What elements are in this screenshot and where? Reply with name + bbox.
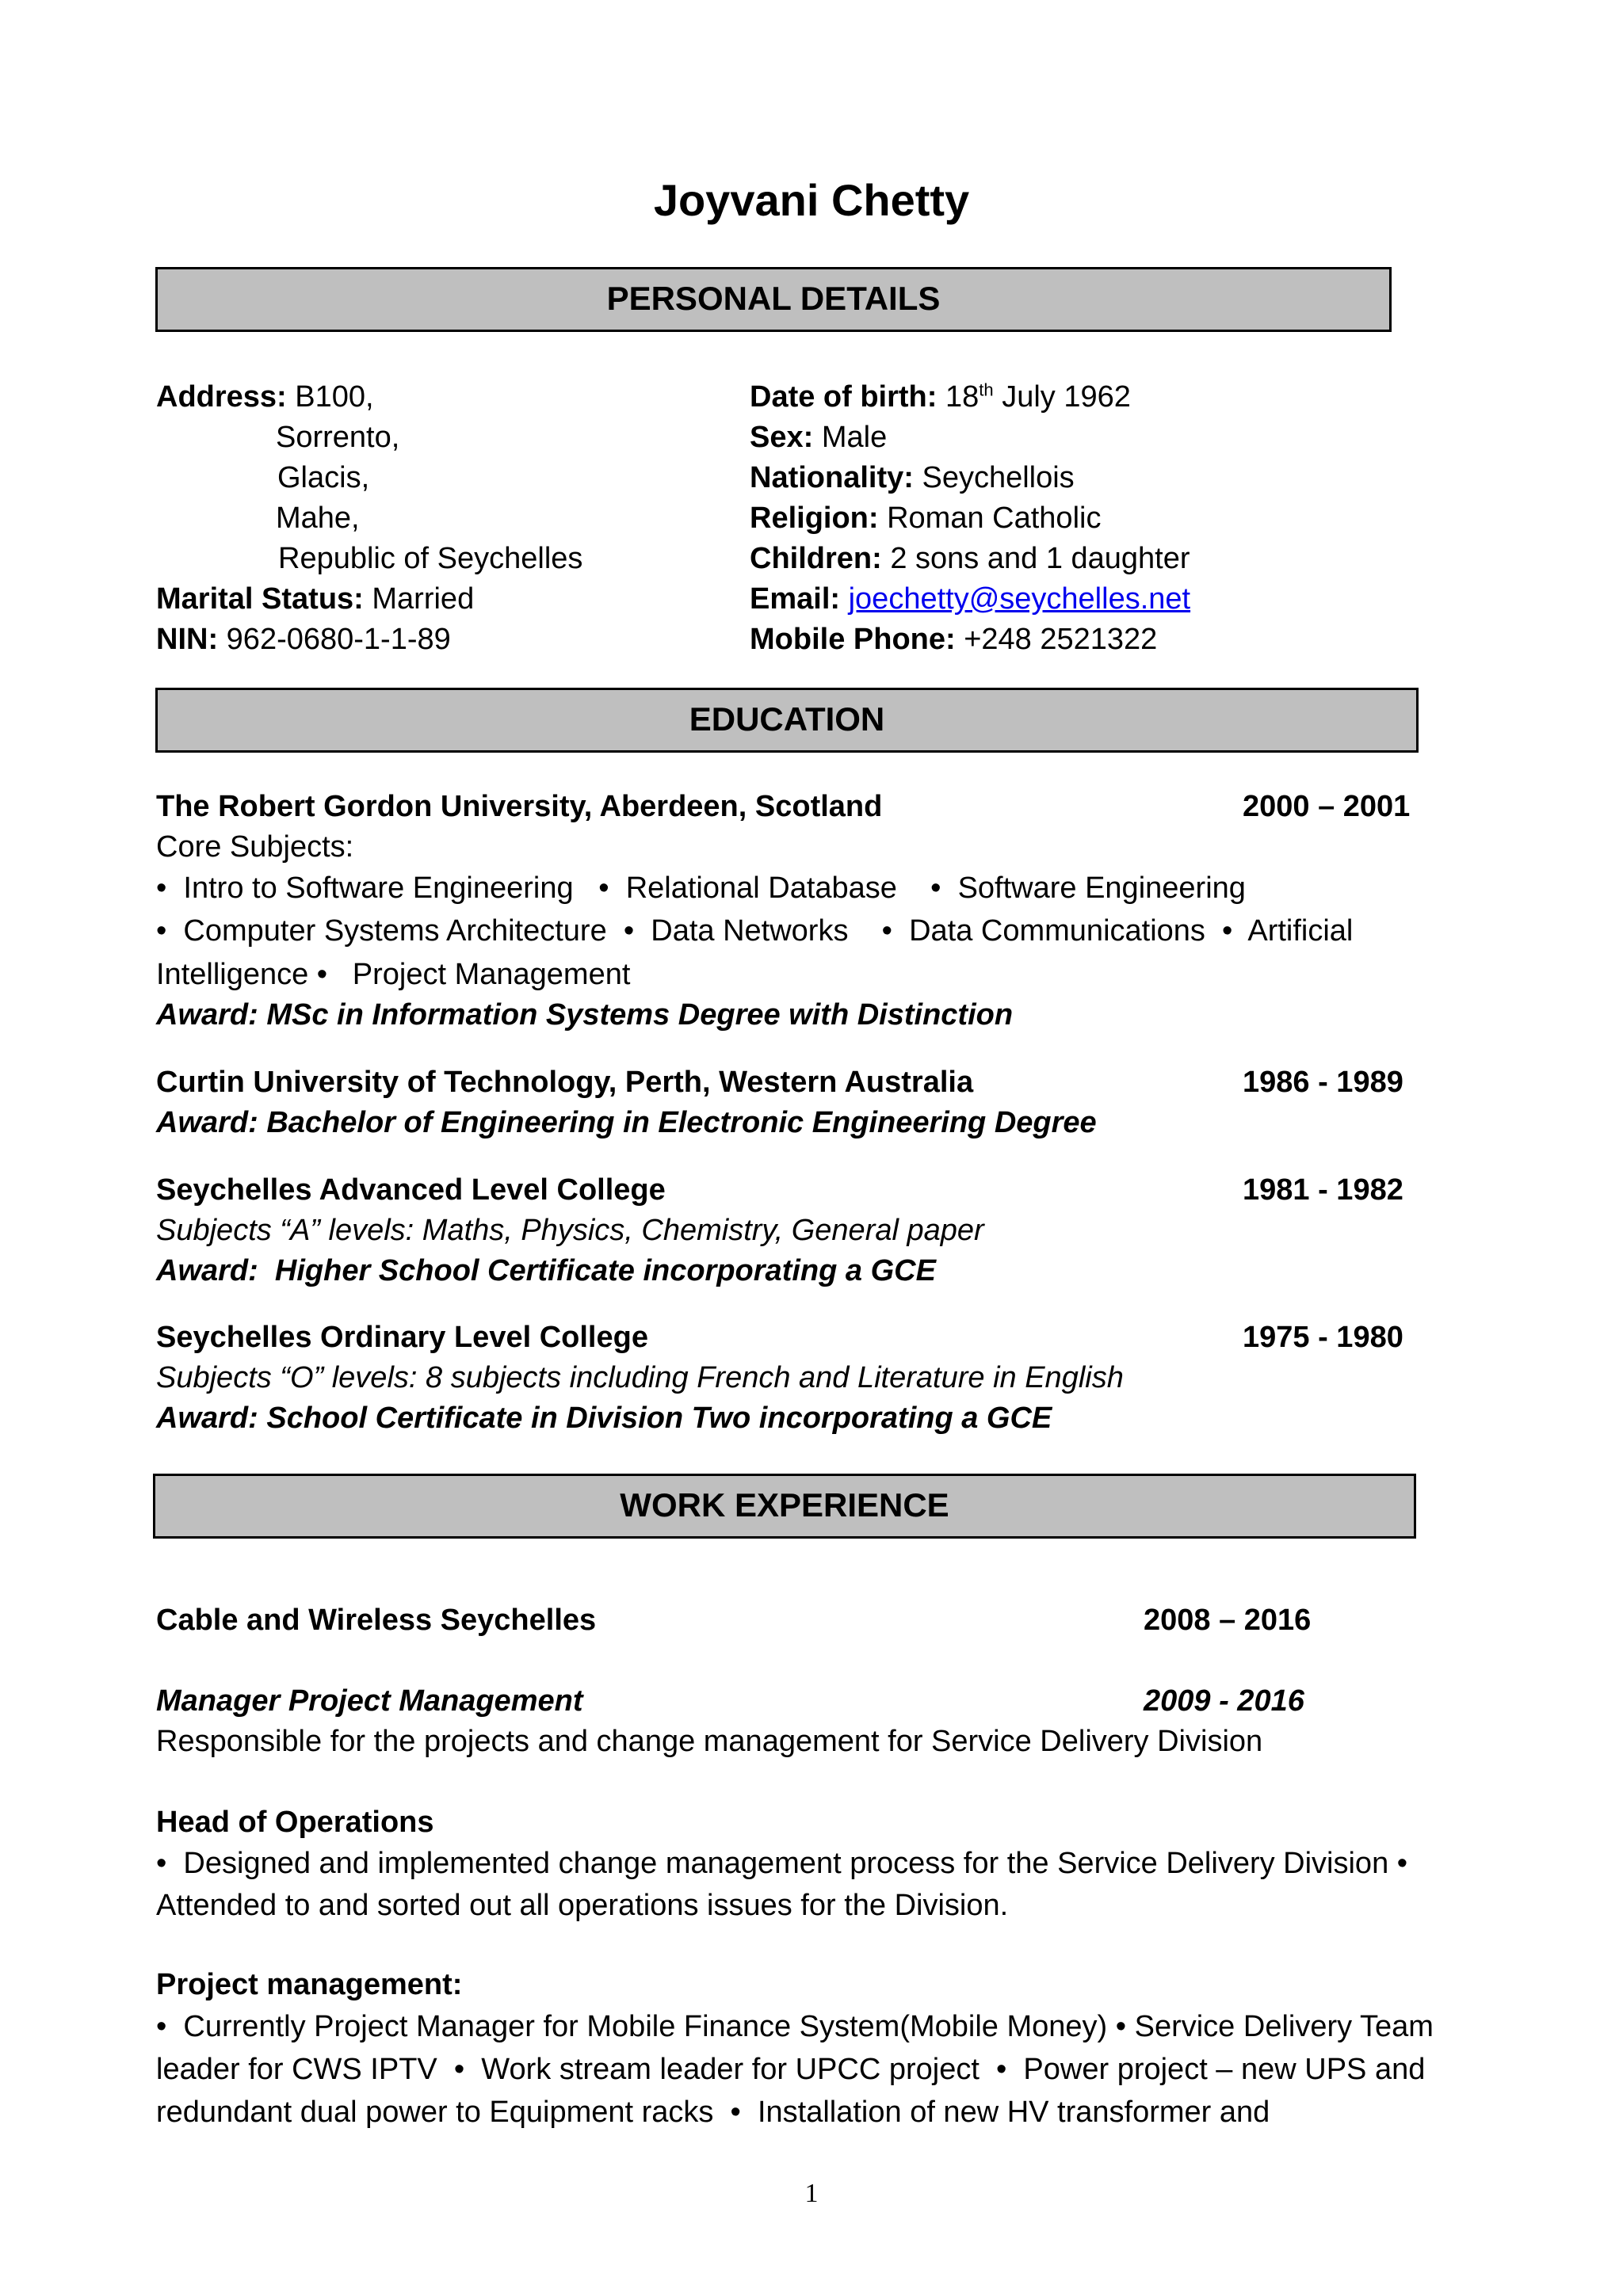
address-line-3: Glacis, — [277, 461, 370, 494]
mobile-phone — [750, 623, 1157, 657]
edu-3-institution: Seychelles Advanced Level College — [156, 1173, 666, 1207]
edu-4-institution: Seychelles Ordinary Level College — [156, 1321, 648, 1354]
edu-4-years: 1975 - 1980 — [1243, 1321, 1403, 1354]
nin-value: 962-0680-1-1-89 — [226, 623, 451, 656]
work-pm-line-1: • Currently Project Manager for Mobile Finance System(Mobile Money) • Service Delivery Team — [156, 2010, 1434, 2043]
edu-2-years: 1986 - 1989 — [1243, 1066, 1403, 1099]
address-line-5: Republic of Seychelles — [278, 542, 583, 575]
work-employer: Cable and Wireless Seychelles — [156, 1604, 597, 1637]
work-role-years: 2009 - 2016 — [1144, 1684, 1304, 1718]
edu-1-subjects-line-2: • Computer Systems Architecture • Data Networks • Data Communications • Artificial — [156, 914, 1354, 948]
address-line-4: Mahe, — [276, 502, 360, 535]
address-label: Address: — [156, 380, 287, 414]
dob-suffix: th — [979, 379, 994, 400]
address-line-1 — [156, 380, 374, 414]
children-label: Children: — [750, 542, 882, 575]
children — [750, 542, 1190, 576]
nationality-label: Nationality: — [750, 461, 914, 494]
email — [750, 582, 1190, 616]
nin-label: NIN: — [156, 623, 219, 656]
work-role-description: Responsible for the projects and change management for Service Delivery Division — [156, 1725, 1263, 1758]
dob-rest: July 1962 — [1002, 380, 1131, 414]
edu-2-award: Award: Bachelor of Engineering in Electronic Engineering Degree — [156, 1106, 1097, 1139]
edu-4-award: Award: School Certificate in Division Two incorporating a GCE — [156, 1402, 1052, 1435]
work-ops-line-2: Attended to and sorted out all operations issues for the Division. — [156, 1889, 1009, 1922]
page-number: 1 — [804, 2179, 819, 2208]
marital-status — [156, 582, 474, 616]
email-label: Email: — [750, 582, 841, 616]
candidate-name: Joyvani Chetty — [653, 175, 970, 225]
section-header-education: EDUCATION — [155, 688, 1419, 753]
section-header-work-experience: WORK EXPERIENCE — [153, 1474, 1416, 1539]
address-line-2: Sorrento, — [276, 421, 400, 454]
nin — [156, 623, 451, 657]
work-ops-line-1: • Designed and implemented change management process for the Service Delivery Division • — [156, 1847, 1408, 1880]
dob-label: Date of birth: — [750, 380, 938, 414]
nationality-value: Seychellois — [922, 461, 1075, 494]
edu-3-years: 1981 - 1982 — [1243, 1173, 1403, 1207]
work-pm-title: Project management: — [156, 1968, 463, 2001]
religion-value: Roman Catholic — [887, 502, 1102, 535]
work-role-title: Manager Project Management — [156, 1684, 583, 1718]
edu-3-subjects: Subjects “A” levels: Maths, Physics, Chemistry, General paper — [156, 1214, 984, 1247]
edu-1-award: Award: MSc in Information Systems Degree with Distinction — [156, 998, 1014, 1032]
email-link[interactable]: joechetty@seychelles.net — [848, 582, 1191, 616]
marital-status-label: Marital Status: — [156, 582, 364, 616]
edu-1-subjects-line-1: • Intro to Software Engineering • Relational Database • Software Engineering — [156, 871, 1246, 905]
work-pm-line-2: leader for CWS IPTV • Work stream leader for UPCC project • Power project – new UPS and — [156, 2053, 1426, 2086]
children-value: 2 sons and 1 daughter — [890, 542, 1190, 575]
edu-1-subjects-line-3: Intelligence • Project Management — [156, 958, 631, 991]
edu-1-years: 2000 – 2001 — [1243, 790, 1411, 823]
mobile-value: +248 2521322 — [964, 623, 1158, 656]
edu-1-core-label: Core Subjects: — [156, 830, 354, 864]
edu-1-institution: The Robert Gordon University, Aberdeen, Scotland — [156, 790, 883, 823]
edu-4-subjects: Subjects “O” levels: 8 subjects including French and Literature in English — [156, 1361, 1124, 1394]
work-pm-line-3: redundant dual power to Equipment racks • Installation of new HV transformer and — [156, 2096, 1270, 2129]
edu-2-institution: Curtin University of Technology, Perth, Western Australia — [156, 1066, 974, 1099]
sex-value: Male — [821, 421, 888, 454]
dob-day: 18 — [945, 380, 980, 414]
edu-3-award: Award: Higher School Certificate incorporating a GCE — [156, 1254, 936, 1287]
sex — [750, 421, 887, 455]
marital-status-value: Married — [372, 582, 475, 616]
religion — [750, 502, 1101, 536]
section-header-personal-details: PERSONAL DETAILS — [155, 267, 1392, 332]
address-value-1: B100, — [295, 380, 374, 414]
mobile-label: Mobile Phone: — [750, 623, 956, 656]
religion-label: Religion: — [750, 502, 879, 535]
work-ops-title: Head of Operations — [156, 1806, 434, 1839]
sex-label: Sex: — [750, 421, 814, 454]
work-employer-years: 2008 – 2016 — [1144, 1604, 1312, 1637]
date-of-birth — [750, 380, 1131, 414]
nationality — [750, 461, 1075, 495]
